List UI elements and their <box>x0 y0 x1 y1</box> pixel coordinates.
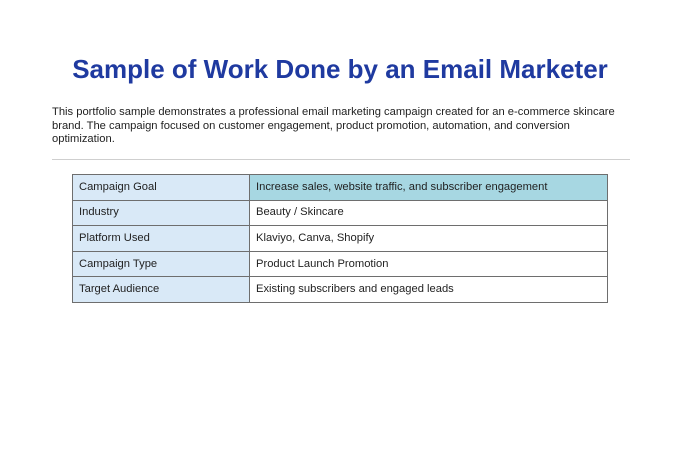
row-value-target-audience: Existing subscribers and engaged leads <box>250 277 608 303</box>
page-title: Sample of Work Done by an Email Marketer <box>72 54 608 84</box>
row-label-campaign-type: Campaign Type <box>73 251 250 277</box>
row-value-campaign-type: Product Launch Promotion <box>250 251 608 277</box>
table-row <box>73 200 608 226</box>
row-label-platform-used: Platform Used <box>73 226 250 252</box>
table-row <box>73 251 608 277</box>
table-row <box>73 226 608 252</box>
table-row <box>73 175 608 201</box>
row-value-industry: Beauty / Skincare <box>250 200 608 226</box>
row-label-industry: Industry <box>73 200 250 226</box>
row-label-campaign-goal: Campaign Goal <box>73 175 250 201</box>
campaign-details-table <box>72 174 608 303</box>
section-divider <box>52 159 630 160</box>
row-value-campaign-goal: Increase sales, website traffic, and subscriber engagement <box>250 175 608 201</box>
intro-paragraph: This portfolio sample demonstrates a professional email marketing campaign created for an e-commerce skincare brand. The campaign focused on customer engagement, product promotion, automation, and conversion optimization. <box>52 106 615 146</box>
table-row <box>73 277 608 303</box>
row-value-platform-used: Klaviyo, Canva, Shopify <box>250 226 608 252</box>
row-label-target-audience: Target Audience <box>73 277 250 303</box>
